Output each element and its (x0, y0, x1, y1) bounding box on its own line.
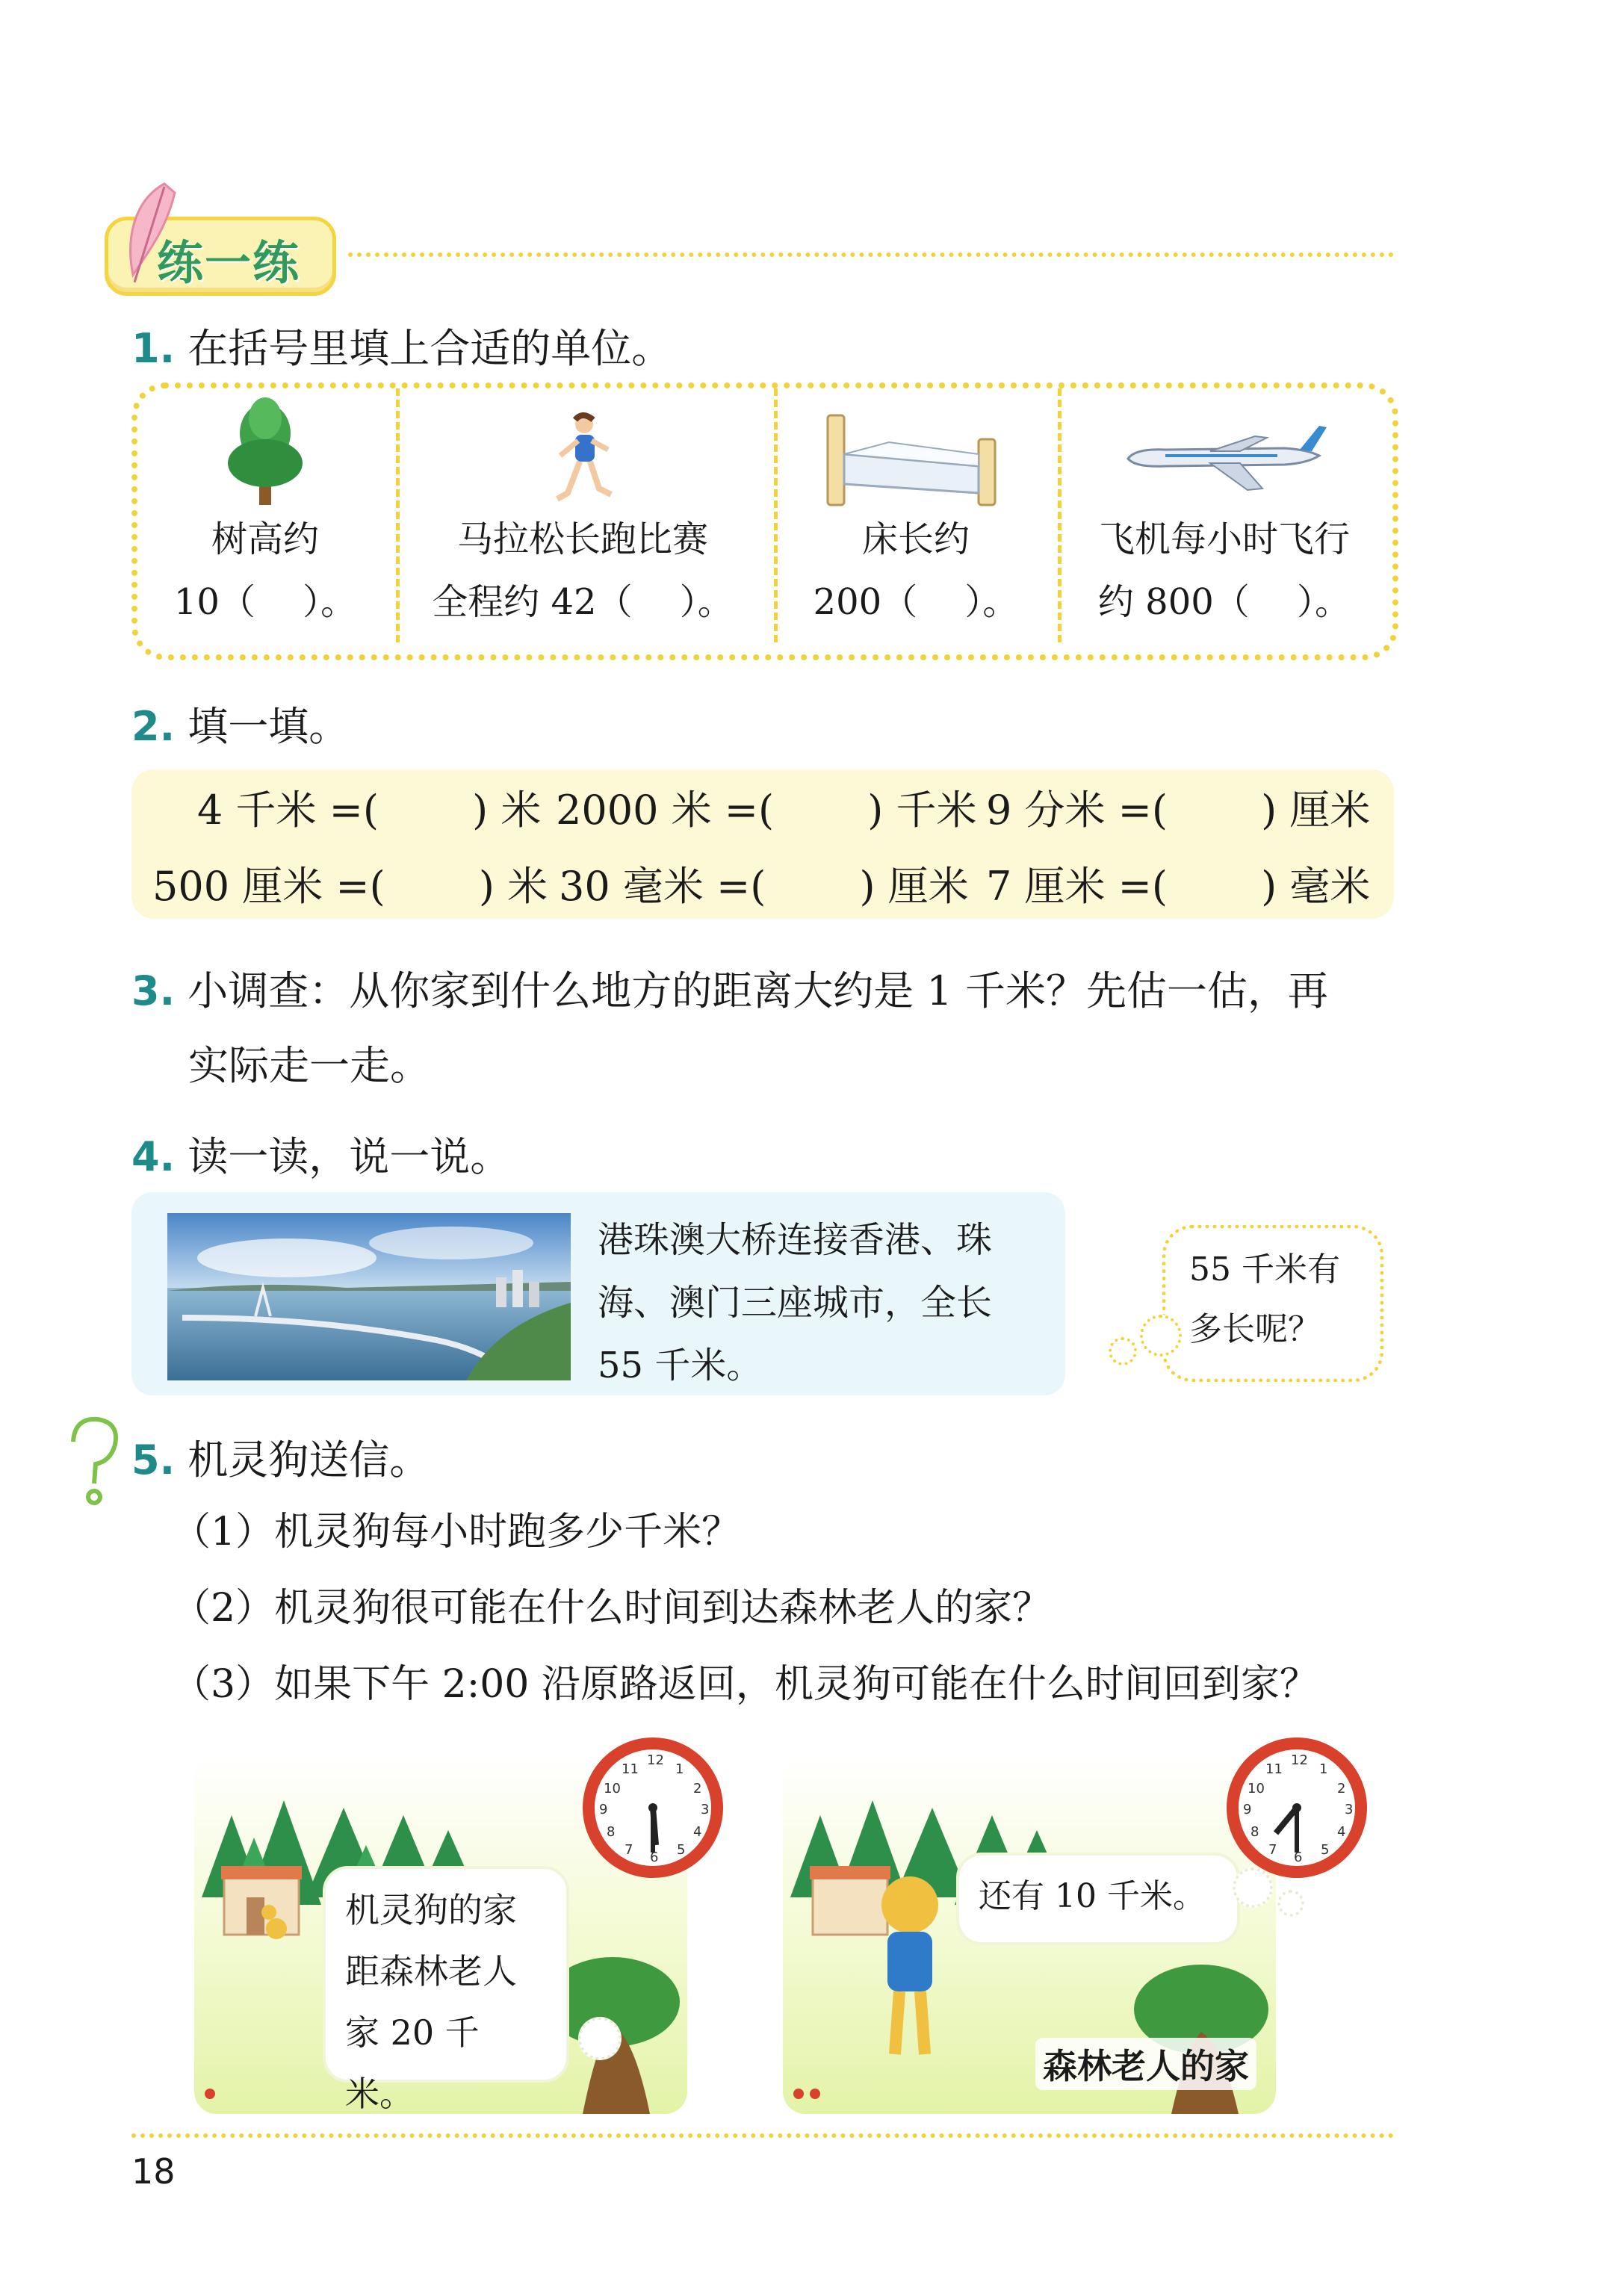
divider (1058, 388, 1062, 642)
unit-item-1 (142, 508, 388, 633)
header-divider (348, 252, 1394, 257)
svg-text:3: 3 (1345, 1802, 1354, 1817)
svg-text:3: 3 (701, 1802, 710, 1817)
bubble-dot (1277, 1890, 1304, 1917)
question-number: 1. (131, 325, 176, 372)
svg-text:6: 6 (1294, 1850, 1303, 1865)
svg-text:7: 7 (625, 1842, 633, 1858)
text-line: 55 千米有 (1189, 1250, 1340, 1289)
bed-icon (822, 409, 1001, 506)
question-number: 5. (131, 1436, 176, 1484)
question-prompt: 在括号里填上合适的单位。 (187, 325, 672, 372)
speech-line: 距森林老人 (345, 1951, 517, 1991)
divider (774, 388, 778, 642)
svg-text:9: 9 (599, 1802, 608, 1817)
page-dot (810, 2089, 820, 2099)
question-3-continued: 实际走一走。 (188, 1042, 430, 1089)
footer-divider (131, 2133, 1394, 2138)
section-title: 练一练 (157, 235, 301, 290)
page-dot (793, 2089, 804, 2099)
item-line: 树高约 (211, 518, 319, 560)
item-line: 马拉松长跑比赛 (456, 518, 708, 560)
svg-text:5: 5 (1321, 1842, 1330, 1858)
text-line: 海、澳门三座城市，全长 (598, 1282, 993, 1324)
text-line: 港珠澳大桥连接香港、珠 (598, 1219, 993, 1261)
text-line: 55 千米。 (598, 1345, 763, 1386)
conversion-item: 30 毫米 =( ) 厘米 (559, 863, 969, 910)
item-line: 床长约 (861, 518, 970, 560)
question-prompt: 填一填。 (187, 703, 350, 750)
question-prompt: 读一读，说一说。 (187, 1133, 511, 1180)
question-number: 3. (131, 967, 176, 1014)
svg-text:10: 10 (604, 1781, 621, 1797)
item-line: 10（ ）。 (173, 581, 357, 623)
unit-item-3 (781, 508, 1050, 633)
page-dot (205, 2089, 215, 2099)
svg-text:11: 11 (622, 1761, 639, 1777)
question-5 (131, 1428, 430, 1486)
divider (396, 388, 400, 642)
svg-text:8: 8 (607, 1824, 616, 1840)
thought-text (1189, 1240, 1340, 1360)
svg-text:12: 12 (1291, 1752, 1308, 1768)
speech-line: 家 20 千米。 (345, 2012, 480, 2114)
item-line: 200（ ）。 (813, 581, 1019, 623)
tree-icon (224, 396, 306, 508)
svg-text:2: 2 (1337, 1781, 1346, 1797)
svg-text:7: 7 (1268, 1842, 1277, 1858)
unit-item-2 (403, 508, 762, 633)
question-number: 2. (131, 703, 176, 750)
svg-text:4: 4 (693, 1824, 702, 1840)
airplane-icon (1121, 421, 1330, 496)
sub-question-1: （1）机灵狗每小时跑多少千米？ (172, 1510, 741, 1554)
conversion-item: 4 千米 =( ) 米 (197, 787, 542, 834)
reading-text (598, 1209, 992, 1397)
clock-icon (578, 1733, 728, 1882)
clock-icon (1222, 1733, 1372, 1882)
page-number: 18 (131, 2151, 176, 2192)
sub-question-2: （2）机灵狗很可能在什么时间到达森林老人的家？ (172, 1586, 1052, 1631)
question-1 (131, 317, 672, 374)
conversion-item: 9 分米 =( ) 厘米 (986, 787, 1371, 834)
conversion-item: 7 厘米 =( ) 毫米 (986, 863, 1371, 910)
svg-text:4: 4 (1337, 1824, 1346, 1840)
text-line: 多长呢？ (1189, 1310, 1321, 1348)
question-mark-icon (60, 1412, 127, 1509)
question-4 (131, 1125, 510, 1182)
speech-bubble-home (323, 1866, 569, 2114)
item-line: 约 800（ ）。 (1097, 581, 1351, 623)
conversion-item: 500 厘米 =( ) 米 (152, 863, 548, 910)
svg-text:1: 1 (675, 1761, 684, 1777)
speech-bubble-forest: 还有 10 千米。 (956, 1853, 1240, 1945)
bubble-dot (1140, 1315, 1182, 1357)
svg-text:11: 11 (1265, 1761, 1283, 1777)
runner-icon (545, 411, 620, 508)
bridge-photo (167, 1213, 571, 1380)
unit-item-4 (1064, 508, 1385, 633)
forest-elder-home-label: 森林老人的家 (1035, 2038, 1256, 2090)
bubble-dot (578, 2017, 622, 2060)
question-prompt: 机灵狗送信。 (187, 1436, 430, 1484)
svg-text:6: 6 (650, 1850, 659, 1865)
sub-question-3: （3）如果下午 2:00 沿原路返回，机灵狗可能在什么时间回到家？ (172, 1662, 1318, 1707)
item-line: 飞机每小时飞行 (1098, 518, 1350, 560)
item-line: 全程约 42（ ）。 (432, 581, 734, 623)
bubble-dot (1109, 1337, 1137, 1365)
question-number: 4. (131, 1133, 176, 1180)
svg-text:2: 2 (693, 1781, 702, 1797)
svg-text:10: 10 (1248, 1781, 1265, 1797)
svg-text:5: 5 (677, 1842, 686, 1858)
question-2 (131, 695, 349, 752)
svg-text:9: 9 (1243, 1802, 1252, 1817)
svg-text:12: 12 (647, 1752, 664, 1768)
question-3 (131, 959, 1401, 1017)
svg-text:1: 1 (1319, 1761, 1328, 1777)
conversion-item: 2000 米 =( ) 千米 (556, 787, 977, 834)
speech-line: 机灵狗的家 (345, 1890, 517, 1930)
svg-text:8: 8 (1250, 1824, 1259, 1840)
question-text: 小调查：从你家到什么地方的距离大约是 1 千米？先估一估，再 (187, 967, 1328, 1014)
